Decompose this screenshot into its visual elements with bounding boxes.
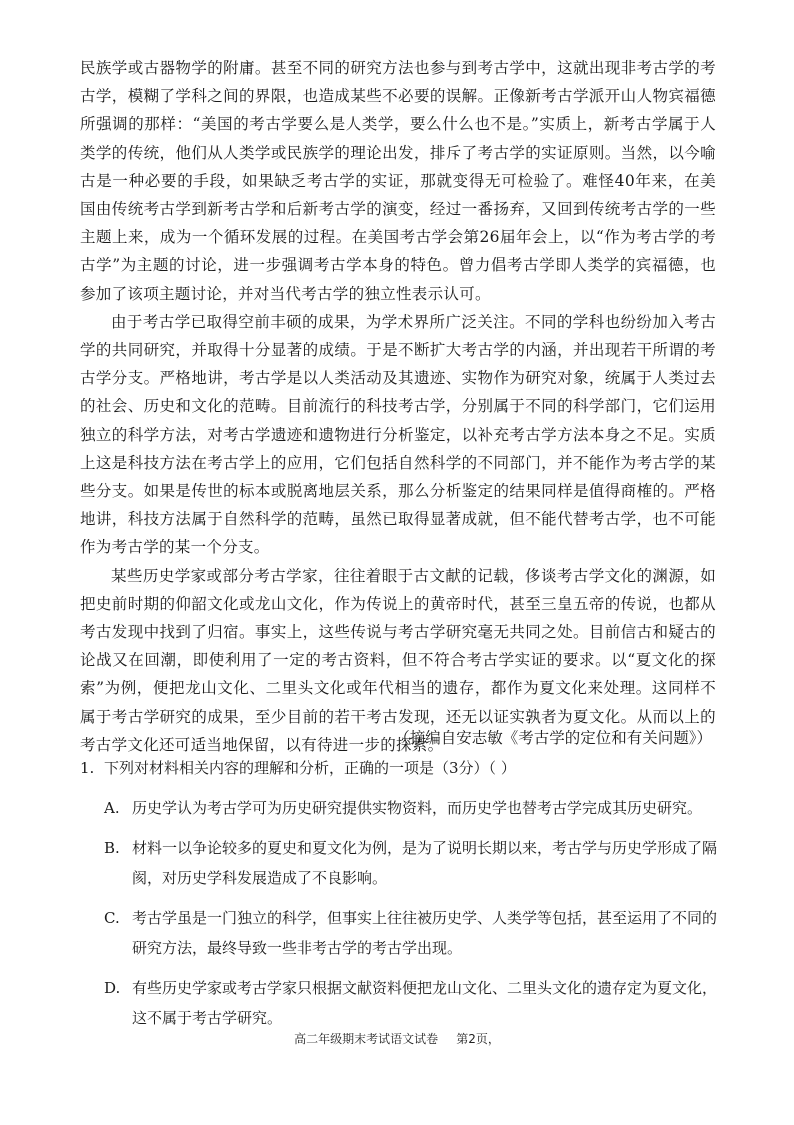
question-stem (80, 757, 720, 779)
passage-paragraph-2: 由于考古学已取得空前丰硕的成果，为学术界所广泛关注。不同的学科也纷纷加入考古学的共同研究，并取得十分显著的成绩。于是不断扩大考古学的内涵，并出现若干所谓的考古学分支。严格地讲，考古学是以人类活动及其遗迹、实物作为研究对象，统属于人类过去的社会、历史和文化的范畴。目前流行的科技考古学，分别属于不同的科学部门，它们运用独立的科学方法，对考古学遗迹和遗物进行分析鉴定，以补充考古学方法本身之不足。实质上这是科技方法在考古学上的应用，它们包括自然科学的不同部门，并不能作为考古学的某些分支。如果是传世的标本或脱离地层关系，那么分析鉴定的结果同样是值得商榷的。严格地讲，科技方法属于自然科学的范畴，虽然已取得显著成就，但不能代替考古学，也不可能作为考古学的某一个分支。 (80, 312, 716, 557)
option-a (104, 793, 720, 823)
option-letter: B. (104, 839, 120, 857)
option-b (104, 833, 720, 893)
option-text: 有些历史学家或考古学家只根据文献资料便把龙山文化、二里头文化的遗存定为夏文化，这不属于考古学研究。 (132, 979, 718, 1027)
page-footer (0, 1030, 794, 1047)
option-c (104, 903, 720, 963)
passage-paragraph-3: 某些历史学家或部分考古学家，往往着眼于古文献的记载，侈谈考古学文化的渊源，如把史前时期的仰韶文化或龙山文化，作为传说上的黄帝时代，甚至三皇五帝的传说，也都从考古发现中找到了归宿。事实上，这些传说与考古学研究毫无共同之处。目前信古和疑古的论战又在回潮，即使利用了一定的考古资料，但不符合考古学实证的要求。以“夏文化的探索”为例，便把龙山文化、二里头文化或年代相当的遗存，都作为夏文化来处理。这同样不属于考古学研究的成果，至少目前的若干考古发现，还无以证实孰者为夏文化。从而以上的考古学文化还可适当地保留，以有待进一步的探索。 (80, 566, 716, 754)
option-text: 考古学虽是一门独立的科学，但事实上往往被历史学、人类学等包括，甚至运用了不同的研究方法，最终导致一些非考古学的考古学出现。 (132, 909, 718, 957)
option-letter: D. (104, 979, 121, 997)
source-citation: （摘编自安志敏《考古学的定位和有关问题》） (394, 729, 712, 747)
question-1 (80, 757, 720, 1043)
option-d (104, 973, 720, 1033)
option-letter: C. (104, 909, 120, 927)
exam-title: 高二年级期末考试语文试卷 (294, 1032, 439, 1046)
question-text: 下列对材料相关内容的理解和分析，正确的一项是（3分）（ ） (104, 759, 516, 777)
page-number: 第2页， (456, 1032, 500, 1046)
passage-paragraph-1: 民族学或古器物学的附庸。甚至不同的研究方法也参与到考古学中，这就出现非考古学的考古学，模糊了学科之间的界限，也造成某些不必要的误解。正像新考古学派开山人物宾福德所强调的那样：“美国的考古学要么是人类学，要么什么也不是。”实质上，新考古学属于人类学的传统，他们从人类学或民族学的理论出发，排斥了考古学的实证原则。当然，以今喻古是一种必要的手段，如果缺乏考古学的实证，那就变得无可检验了。难怪40年来，在美国由传统考古学到新考古学和后新考古学的演变，经过一番扬弃，又回到传统考古学的一些主题上来，成为一个循环发展的过程。在美国考古学会第26届年会上，以“作为考古学的考古学”为主题的讨论，进一步强调考古学本身的特色。曾力倡考古学即人类学的宾福德，也参加了该项主题讨论，并对当代考古学的独立性表示认可。 (80, 59, 716, 303)
question-number: 1. (80, 759, 95, 777)
option-text: 材料一以争论较多的夏史和夏文化为例，是为了说明长期以来，考古学与历史学形成了隔阂，对历史学科发展造成了不良影响。 (132, 839, 718, 887)
answer-options (104, 793, 720, 1033)
option-text: 历史学认为考古学可为历史研究提供实物资料，而历史学也替考古学完成其历史研究。 (132, 799, 703, 817)
reading-passage (80, 54, 716, 759)
option-letter: A. (104, 799, 120, 817)
